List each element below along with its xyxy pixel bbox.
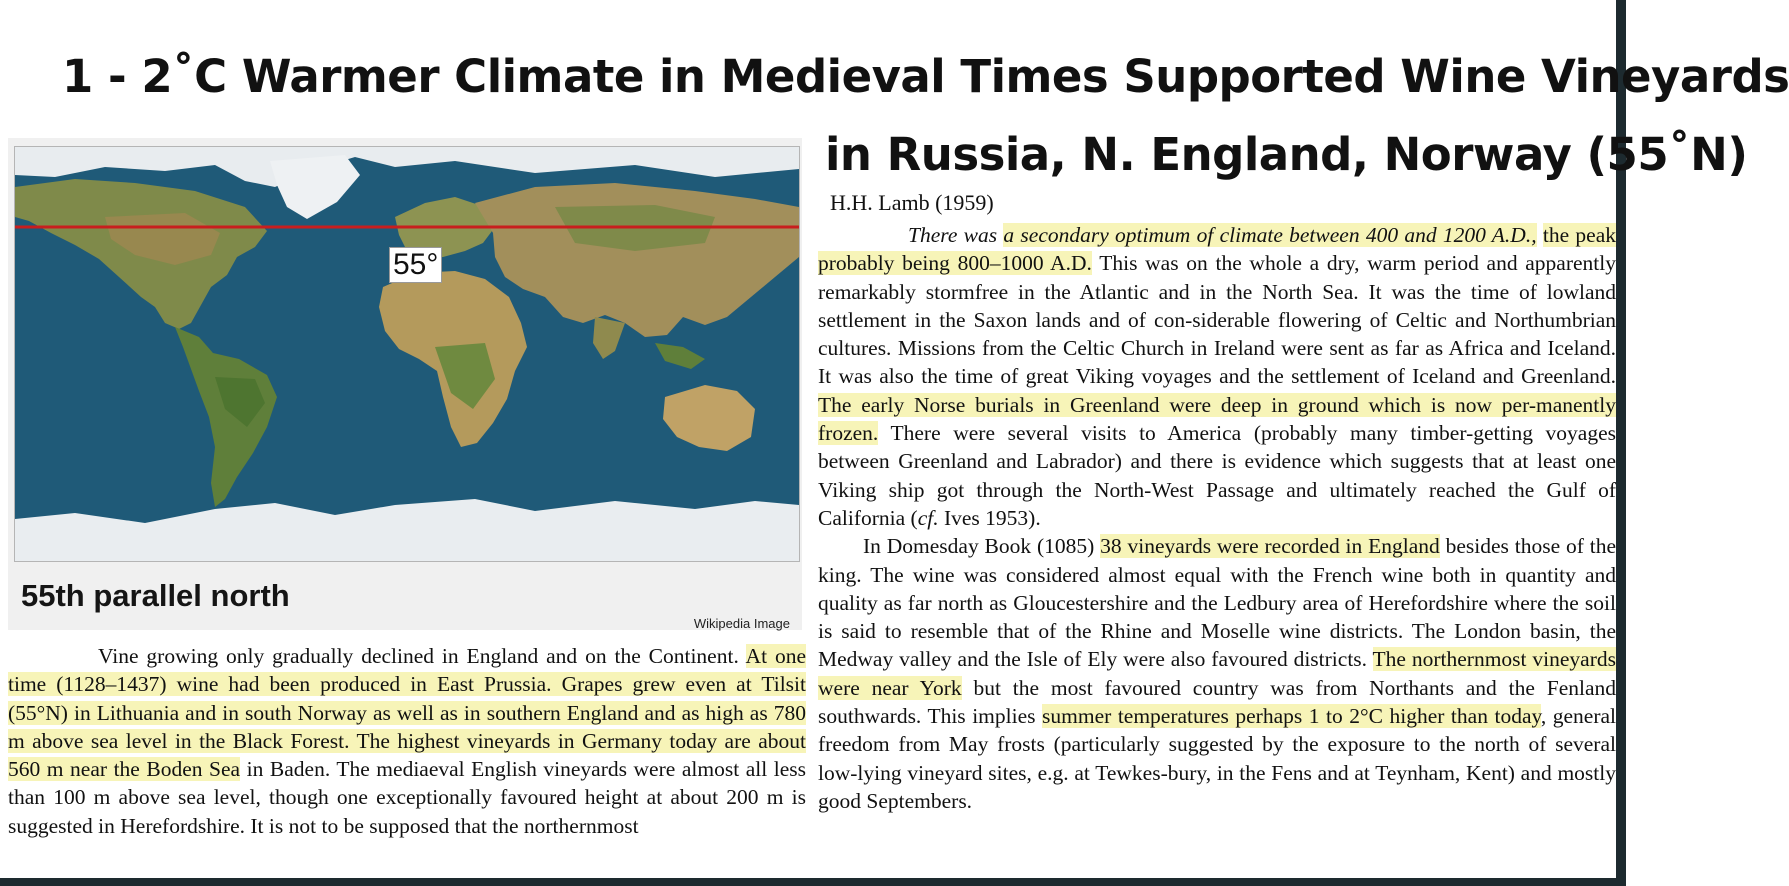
text-run: There were several visits to America (probably many timber-getting voyages between Greenland and Labrador) and there is evidence which suggests that at least one Viking ship got through the North-West Passage and ultimately reached the Gulf of California ( [818, 421, 1616, 530]
world-map [14, 146, 800, 562]
highlighted-text: The early Norse burials in Greenland were deep in ground which is now per-manently frozen. [818, 392, 1616, 446]
map-caption: 55th parallel north [21, 578, 290, 613]
text-run: besides those of the king. The wine was considered almost equal with the French wine both in quantity and quality as far north as Gloucestershire and the Ledbury area of Herefordshire where the soil is said to resemble that of the Rhine and Moselle wine districts. The London basin, the Medway valley and the Isle of Ely were also favoured districts. [818, 534, 1616, 672]
text-run [1537, 223, 1543, 247]
slide-title-line-1: 1 - 2˚C Warmer Climate in Medieval Times Supported Wine Vineyards [62, 50, 1789, 103]
map-card [8, 138, 802, 630]
highlighted-text: At one time (1128–1437) wine had been produced in East Prussia. Grapes grew even at Tilsit (55°N) in Lithuania and in south Norway as well as in southern England and as high as 780 m above sea level in the Black Forest. The highest vineyards in Germany today are about 560 m near the Boden Sea [8, 644, 806, 782]
right-paragraph-1 [818, 221, 1616, 532]
text-run: Ives 1953). [938, 505, 1041, 530]
highlighted-text: a secondary optimum of climate between 400 and 1200 A.D., [1003, 223, 1537, 247]
parallel-55-label: 55° [389, 247, 442, 283]
map-credit: Wikipedia Image [693, 616, 790, 631]
text-run: in Baden. The mediaeval English vineyards were almost all less than 100 m above sea level, though one exceptionally favoured height at about 200 m is suggested in Herefordshire. It is not to be supposed that the northernmost [8, 757, 806, 838]
author-citation: H.H. Lamb (1959) [830, 190, 994, 215]
slide-title-line-2: in Russia, N. England, Norway (55˚N) [825, 128, 1748, 181]
text-run: but the most favoured country was from Northants and the Fenland southwards. This implies [818, 675, 1616, 729]
highlighted-text: 38 vineyards were recorded in England [1100, 534, 1440, 559]
highlighted-text: The northernmost vineyards were near York [818, 647, 1616, 700]
text-run: This was on the whole a dry, warm period and apparently remarkably stormfree in the Atlantic and in the North Sea. It was the time of lowland settlement in the Saxon lands and of con-siderable flowering of Celtic and Northumbrian cultures. Missions from the Celtic Church in Ireland were sent as far as Africa and Iceland. It was also the time of great Viking voyages and the settlement of Iceland and Greenland. [818, 251, 1616, 389]
text-run: In Domesday Book (1085) [863, 534, 1101, 559]
text-run: There was [908, 223, 998, 247]
left-paragraph-1 [8, 642, 806, 840]
right-text-column [818, 221, 1616, 815]
world-map-graphic [15, 147, 799, 561]
left-text-column [8, 642, 806, 840]
bottom-frame-edge [0, 878, 1626, 886]
text-run: Vine growing only gradually declined in England and on the Continent. [98, 644, 746, 668]
text-run: cf. [917, 505, 939, 530]
right-paragraph-2 [818, 532, 1616, 815]
highlighted-text: summer temperatures perhaps 1 to 2°C higher than today [1042, 704, 1541, 729]
text-run: , general freedom from May frosts (particularly suggested by the exposure to the north of several low-lying vineyard sites, e.g. at Tewkes-bury, in the Fens and at Teynham, Kent) and mostly good Septembers. [818, 704, 1617, 813]
highlighted-text: the peak probably being 800–1000 A.D. [818, 223, 1617, 276]
